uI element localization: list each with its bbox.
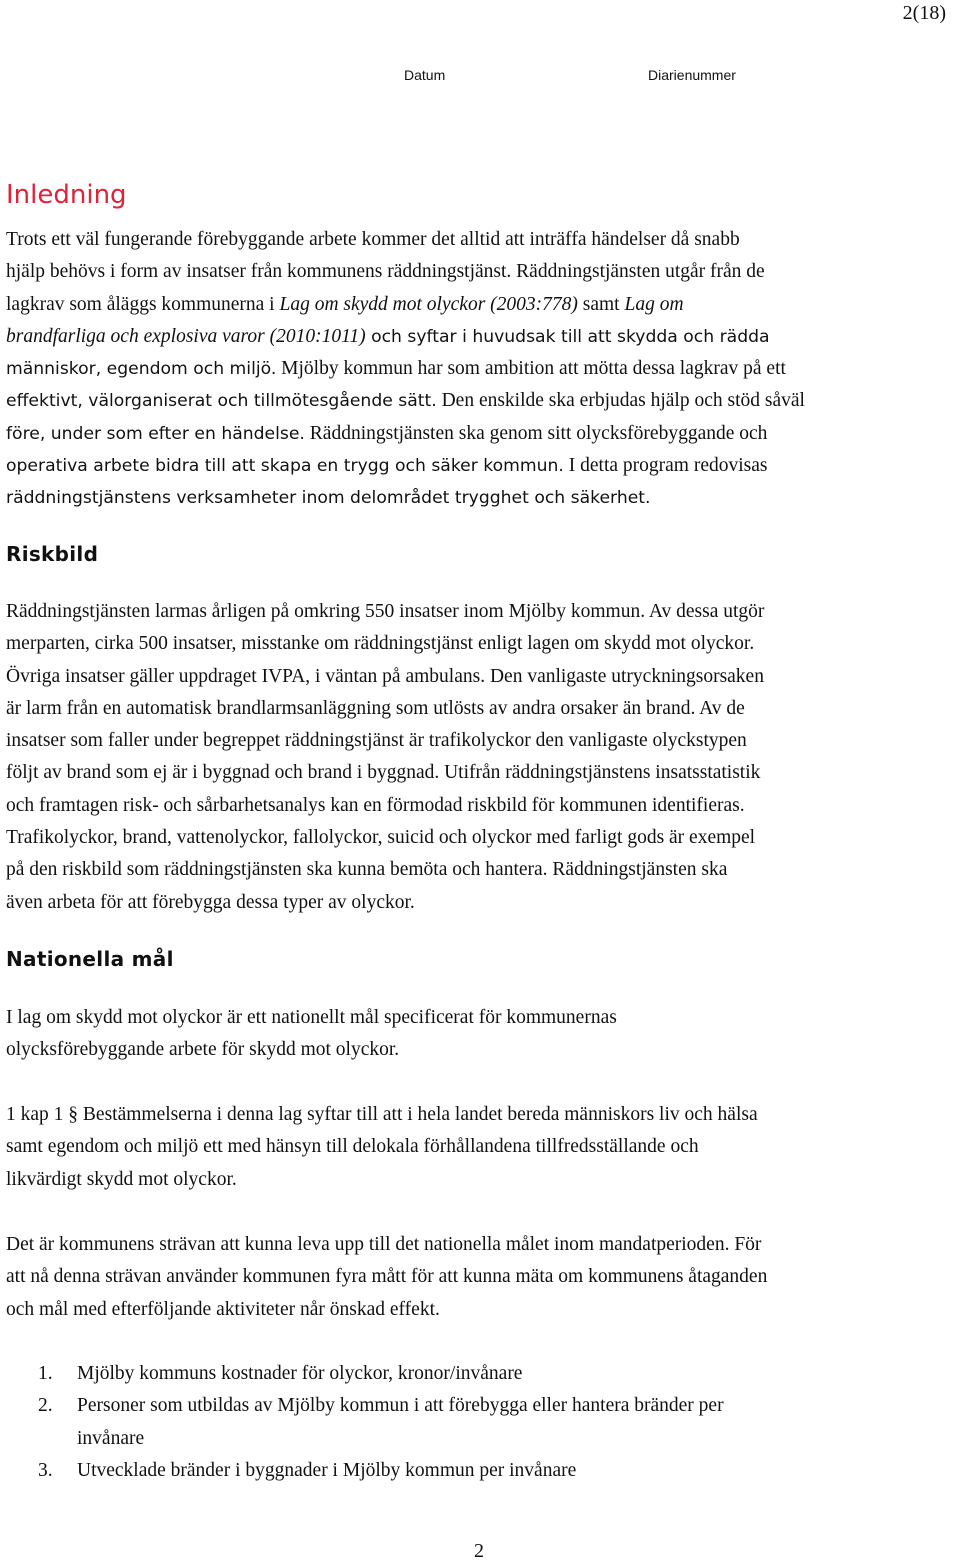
header-datum-label: Datum — [404, 67, 446, 83]
text-fragment: och syftar i huvudsak till att skydda och rädda — [365, 326, 770, 347]
list-item-text-continued: invånare — [77, 1427, 145, 1449]
list-item-number: 2. — [38, 1395, 53, 1417]
text-line: 1 kap 1 § Bestämmelserna i denna lag syftar till att i hela landet bereda människors liv och hälsa — [6, 1104, 758, 1125]
text-line — [6, 289, 960, 321]
text-line: är larm från en automatisk brandlarmsanläggning som utlösts av andra orsaker än brand. Av de — [6, 697, 745, 719]
text-line: samt egendom och miljö ett med hänsyn till delokala förhållandena tillfredsställande och — [6, 1136, 699, 1158]
page-number-footer: 2 — [474, 1540, 484, 1562]
list-item — [0, 1455, 724, 1487]
text-line — [6, 418, 960, 450]
text-line — [6, 321, 960, 353]
list-item-text: Personer som utbildas av Mjölby kommun i att förebygga eller hantera bränder per — [77, 1395, 724, 1417]
text-fragment: Övriga insatser gäller uppdraget IVPA, i väntan på ambulans. — [6, 665, 486, 687]
list-item-text: Utvecklade bränder i byggnader i Mjölby kommun per invånare — [77, 1459, 577, 1481]
text-line: och mål med efterföljande aktiviteter når önskad effekt. — [6, 1298, 440, 1320]
text-line: merparten, cirka 500 insatser, misstanke om räddningstjänst enligt lagen om skydd mot olyckor. — [6, 633, 755, 655]
law-reference-italic: Lag om — [624, 293, 684, 315]
heading-riskbild: Riskbild — [6, 542, 99, 566]
paragraph-riskbild — [6, 596, 960, 919]
text-fragment: operativa arbete bidra till att skapa en trygg och säker kommun. — [6, 456, 564, 477]
list-item — [0, 1358, 724, 1390]
text-line: på den riskbild som räddningstjänsten ska kunna bemöta och hantera. Räddningstjänsten ska — [6, 859, 728, 881]
text-line: Det är kommunens strävan att kunna leva upp till det nationella målet inom mandatperioden. För — [6, 1234, 762, 1255]
text-fragment: Den vanligaste utryckningsorsaken — [485, 665, 764, 687]
paragraph-law-quote — [6, 1099, 960, 1196]
paragraph-nationella-2 — [6, 1229, 960, 1326]
text-line — [6, 661, 960, 693]
text-line: hjälp behövs i form av insatser från kommunens räddningstjänst. Räddningstjänsten utgår från de — [6, 261, 765, 283]
text-line: Räddningstjänsten larmas årligen på omkring 550 insatser inom Mjölby kommun. Av dessa utgör — [6, 601, 765, 622]
text-line: olycksförebyggande arbete för skydd mot olyckor. — [6, 1039, 400, 1061]
text-line: att nå denna strävan använder kommunen fyra mått för att kunna mäta om kommunens åtaganden — [6, 1266, 768, 1288]
page-count-label: 2(18) — [902, 2, 946, 24]
text-fragment: samt — [577, 293, 625, 315]
paragraph-inledning — [6, 224, 960, 515]
law-reference-italic: brandfarliga och explosiva varor (2010:1011) — [6, 325, 366, 347]
list-item-text: Mjölby kommuns kostnader för olyckor, kronor/invånare — [77, 1363, 523, 1384]
text-line — [6, 450, 960, 482]
text-line: och framtagen risk- och sårbarhetsanalys kan en förmodad riskbild för kommunen identifieras. — [6, 794, 745, 816]
text-line: Trots ett väl fungerande förebyggande arbete kommer det alltid att inträffa händelser då snabb — [6, 229, 740, 250]
text-fragment: lagkrav som åläggs kommunerna i — [6, 293, 280, 315]
list-item-number: 1. — [38, 1363, 53, 1384]
header-diarienummer-label: Diarienummer — [648, 67, 736, 83]
text-line: insatser som faller under begreppet räddningstjänst är trafikolyckor den vanligaste olyckstypen — [6, 730, 747, 752]
text-fragment: Den enskilde ska erbjudas hjälp och stöd såväl — [436, 390, 805, 412]
text-line: Trafikolyckor, brand, vattenolyckor, fallolyckor, suicid och olyckor med farligt gods är exempel — [6, 827, 756, 849]
measures-list — [0, 1358, 724, 1487]
text-line: räddningstjänstens verksamheter inom delområdet trygghet och säkerhet. — [6, 488, 651, 509]
list-item — [0, 1390, 724, 1455]
text-line: följt av brand som ej är i byggnad och brand i byggnad. Utifrån räddningstjänstens insatsstatistik — [6, 762, 761, 784]
text-fragment: före, under som efter en händelse. — [6, 423, 305, 444]
text-fragment: effektivt, välorganiserat och tillmötesgående sätt. — [6, 391, 437, 412]
text-fragment: människor, egendom och miljö. — [6, 359, 277, 380]
heading-nationella-mal: Nationella mål — [6, 947, 174, 971]
text-line: likvärdigt skydd mot olyckor. — [6, 1168, 237, 1190]
text-line: även arbeta för att förebygga dessa typer av olyckor. — [6, 891, 415, 913]
law-reference-italic: Lag om skydd mot olyckor (2003:778) — [279, 293, 578, 315]
text-fragment: Mjölby kommun har som ambition att mötta dessa lagkrav på ett — [276, 358, 786, 380]
paragraph-nationella-1 — [6, 1002, 960, 1067]
text-line: I lag om skydd mot olyckor är ett nationellt mål specificerat för kommunernas — [6, 1007, 617, 1028]
list-item-number: 3. — [38, 1459, 53, 1481]
text-line — [6, 385, 960, 417]
text-line — [6, 353, 960, 385]
text-fragment: I detta program redovisas — [563, 455, 768, 477]
heading-inledning: Inledning — [6, 180, 127, 210]
text-fragment: Räddningstjänsten ska genom sitt olycksförebyggande och — [304, 422, 768, 444]
